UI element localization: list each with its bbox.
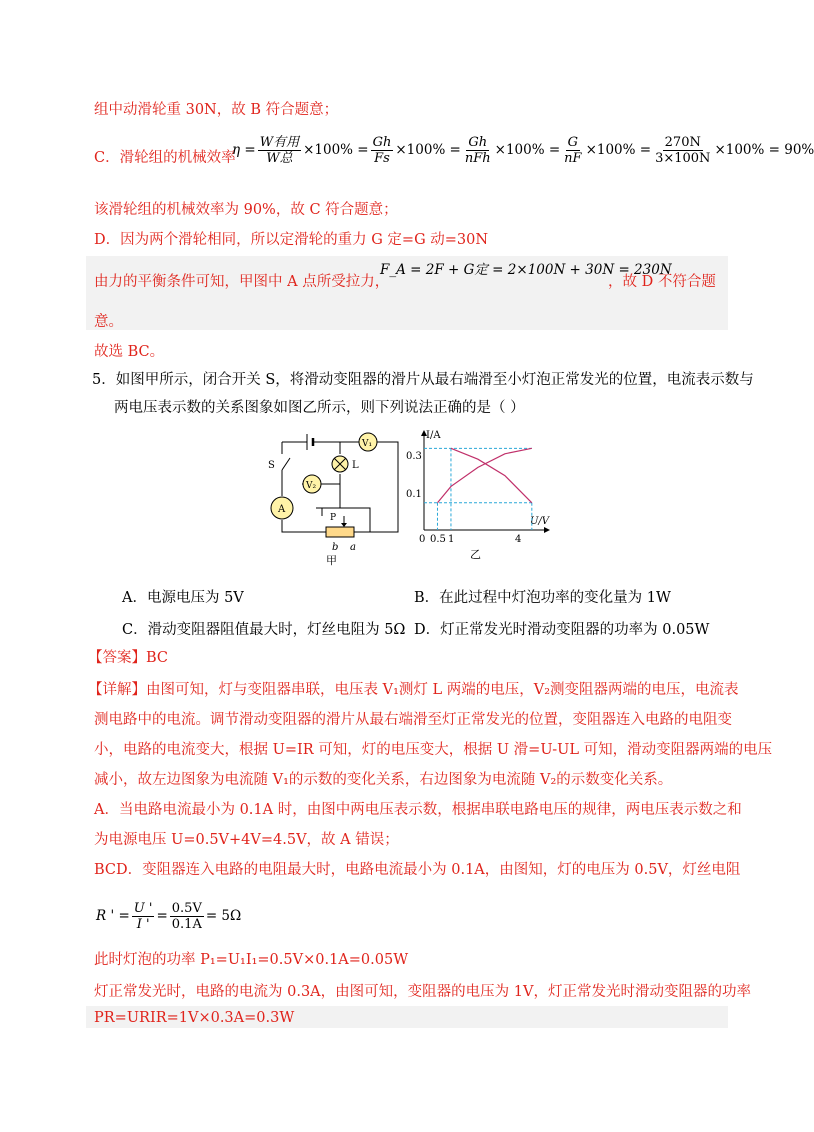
choice-b[interactable]: B．在此过程中灯泡功率的变化量为 1W: [414, 590, 671, 606]
text-line-6: 意。: [94, 314, 123, 330]
answer-line-6: A．当电路电流最小为 0.1A 时，由图中两电压表示数，根据串联电路电压的规律，两电压表示数之和: [94, 802, 742, 818]
answer-line-2: 【详解】由图可知，灯与变阻器串联，电压表 V₁测灯 L 两端的电压，V₂测变阻器两端的电压，电流表: [88, 682, 739, 698]
answer-line-4: 小，电路的电流变大，根据 U=IR 可知，灯的电压变大，根据 U 滑=U-UL 可知，滑动变阻器两端的电压: [94, 742, 773, 758]
label-v1: V₁: [362, 439, 373, 449]
x-tick-0.5: 0.5: [430, 534, 446, 545]
series-line-0: [437, 448, 531, 502]
x-tick-0: 0: [419, 534, 426, 545]
choice-c[interactable]: C．滑动变阻器阻值最大时，灯丝电阻为 5Ω: [122, 622, 406, 638]
frac-g-nf: $\frac{G}{nF}$: [564, 134, 582, 166]
text-line-1: 组中动滑轮重 30N，故 B 符合题意；: [94, 102, 339, 118]
label-b: b: [332, 542, 339, 553]
frac-gh-nfh: $\frac{Gh}{\text{nFh}}$: [464, 134, 491, 166]
choice-a[interactable]: A．电源电压为 5V: [122, 590, 244, 606]
series-line-1: [451, 448, 532, 502]
label-l: L: [352, 460, 359, 471]
label-s: S: [268, 460, 275, 471]
answer-line-5: 减小，故左边图象为电流随 V₁的示数的变化关系，右边图象为电流随 V₂的示数变化关系。: [94, 772, 673, 788]
x-axis-label: U/V: [530, 516, 550, 527]
text-line-4: D．因为两个滑轮相同，所以定滑轮的重力 G 定=G 动=30N: [94, 232, 489, 248]
caption-jia: 甲: [326, 554, 337, 567]
text-line-7: 故选 BC。: [94, 344, 165, 360]
label-p: P: [330, 513, 337, 523]
resistance-equation: R ' = $\frac{U '}{I '}$ = $\frac{0.5V}{0.1A}$ = 5Ω: [96, 900, 242, 932]
force-equation: F_A = 2F + G定 = 2×100N + 30N = 230N: [380, 262, 672, 278]
label-v2: V₂: [306, 481, 317, 491]
label-a2: a: [350, 542, 356, 553]
text-line-3: 该滑轮组的机械效率为 90%，故 C 符合题意；: [94, 202, 398, 218]
answer-line-9: 此时灯泡的功率 P₁=U₁I₁=0.5V×0.1A=0.05W: [94, 952, 409, 968]
iu-chart: [402, 426, 562, 566]
question-line-2: 两电压表示数的关系图象如图乙所示，则下列说法正确的是（ ）: [114, 400, 525, 416]
rheostat-icon: [326, 527, 354, 537]
answer-line-10: 灯正常发光时，电路的电流为 0.3A，由图可知，变阻器的电压为 1V，灯正常发光时滑动变阻器的功率: [94, 984, 751, 1000]
frac-gh-fs: $\frac{Gh}{Fs}$: [372, 134, 392, 166]
y-tick-0.3: 0.3: [406, 451, 422, 462]
frac-numbers: $\frac{270N}{3\times 100N}$: [655, 134, 711, 166]
circuit-diagram: [262, 428, 412, 568]
text-line-5b: ，故 D 不符合题: [608, 274, 716, 290]
choice-d[interactable]: D．灯正常发光时滑动变阻器的功率为 0.05W: [414, 622, 710, 638]
question-line-1: 5．如图甲所示，闭合开关 S，将滑动变阻器的滑片从最右端滑至小灯泡正常发光的位置，电流表示数与: [92, 372, 754, 388]
text-line-5a: 由力的平衡条件可知，甲图中 A 点所受拉力，: [94, 274, 390, 290]
label-a: A: [278, 504, 286, 515]
frac-w: $\frac{\text{W有用}}{\text{W总}}$: [259, 134, 300, 166]
x-tick-1: 1: [448, 534, 455, 545]
y-tick-0.1: 0.1: [406, 489, 422, 500]
y-axis-label: I/A: [426, 430, 441, 441]
text-line-efficiency-label: C．滑轮组的机械效率: [94, 150, 236, 166]
answer-line-8: BCD．变阻器连入电路的电阻最大时，电路电流最小为 0.1A，由图知，灯的电压为 0.5V，灯丝电阻: [94, 862, 741, 878]
answer-line-1: 【答案】BC: [88, 650, 169, 666]
efficiency-equation: η = $\frac{\text{W有用}}{\text{W总}}$ ×100% = $\frac{Gh}{Fs}$ ×100% = $\frac{Gh}{\text{nFh}}$ ×100% = $\frac{G}{nF}$ ×100% = $\frac{270N}{3\times 100N}$ ×100% = 90%: [232, 134, 814, 166]
x-tick-4: 4: [515, 534, 522, 545]
answer-line-11: PR=URIR=1V×0.3A=0.3W: [94, 1010, 295, 1026]
caption-yi: 乙: [470, 548, 481, 561]
answer-line-7: 为电源电压 U=0.5V+4V=4.5V，故 A 错误；: [94, 832, 399, 848]
answer-line-3: 测电路中的电流。调节滑动变阻器的滑片从最右端滑至灯正常发光的位置，变阻器连入电路的电阻变: [94, 712, 732, 728]
